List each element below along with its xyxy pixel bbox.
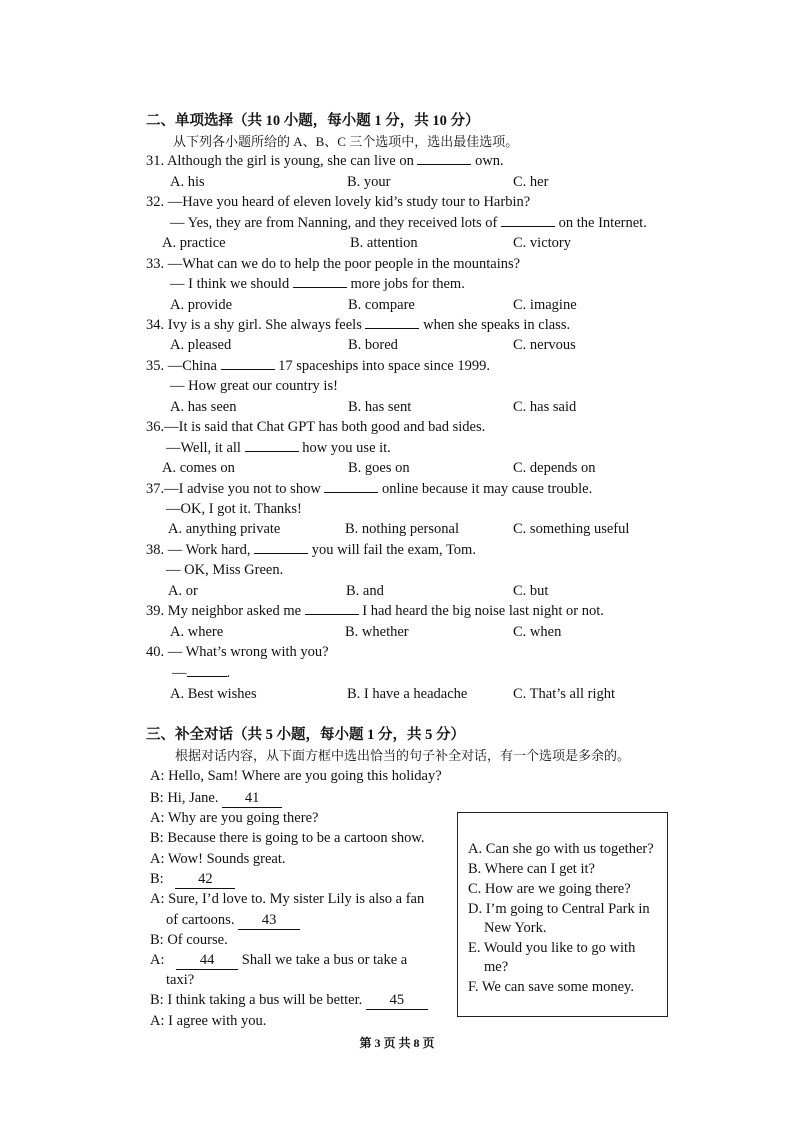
answer-blank bbox=[324, 480, 378, 493]
answer-blank bbox=[245, 439, 299, 452]
option-a: A. his bbox=[170, 174, 205, 190]
question-32-line2: — Yes, they are from Nanning, and they received lots of on the Internet. bbox=[170, 215, 647, 231]
blank-43: 43 bbox=[238, 911, 300, 930]
option-b: B. I have a headache bbox=[347, 686, 468, 702]
page-number: 第 3 页 共 8 页 bbox=[359, 1036, 435, 1050]
dialogue-line: B: Because there is going to be a cartoon show. bbox=[150, 830, 425, 846]
answer-blank bbox=[365, 316, 419, 329]
answer-blank bbox=[501, 214, 555, 227]
option-c: C. something useful bbox=[513, 521, 630, 537]
question-33: 33. —What can we do to help the poor people in the mountains? bbox=[146, 256, 521, 272]
option-a: A. pleased bbox=[170, 337, 232, 353]
blank-45: 45 bbox=[366, 991, 428, 1010]
question-38: 38. — Work hard, you will fail the exam, Tom. bbox=[146, 542, 476, 558]
blank-42: 42 bbox=[175, 870, 235, 889]
answer-blank bbox=[254, 541, 308, 554]
box-option-b: B. Where can I get it? bbox=[468, 861, 595, 877]
answer-blank bbox=[417, 152, 471, 165]
box-option-e: E. Would you like to go with bbox=[468, 940, 636, 956]
question-31: 31. Although the girl is young, she can live on own. bbox=[146, 153, 504, 169]
section2-instruction: 从下列各小题所给的 A、B、C 三个选项中，选出最佳选项。 bbox=[173, 134, 519, 149]
answer-blank bbox=[221, 357, 275, 370]
dialogue-line: A: Hello, Sam! Where are you going this holiday? bbox=[150, 768, 442, 784]
dialogue-line: B: Hi, Jane. 41 bbox=[150, 789, 282, 808]
question-35: 35. —China 17 spaceships into space since 1999. bbox=[146, 358, 490, 374]
section2-title: 二、单项选择（共 10 小题，每小题 1 分，共 10 分） bbox=[146, 113, 480, 129]
option-c: C. depends on bbox=[513, 460, 596, 476]
option-c: C. victory bbox=[513, 235, 571, 251]
dialogue-line: taxi? bbox=[166, 972, 195, 988]
answer-blank bbox=[293, 275, 347, 288]
option-c: C. That’s all right bbox=[513, 686, 616, 702]
box-option-d: D. I’m going to Central Park in bbox=[468, 901, 650, 917]
option-c: C. when bbox=[513, 624, 562, 640]
question-40-line2: — . bbox=[172, 665, 231, 681]
question-39: 39. My neighbor asked me I had heard the big noise last night or not. bbox=[146, 603, 604, 619]
option-b: B. bored bbox=[348, 337, 398, 353]
blank-44: 44 bbox=[176, 951, 238, 970]
answer-blank bbox=[187, 664, 227, 677]
dialogue-line: A: Why are you going there? bbox=[150, 810, 319, 826]
option-c: C. nervous bbox=[513, 337, 576, 353]
options-box bbox=[457, 812, 668, 1017]
option-b: B. attention bbox=[350, 235, 418, 251]
option-b: B. your bbox=[347, 174, 391, 190]
option-b: B. nothing personal bbox=[345, 521, 459, 537]
question-36: 36.—It is said that Chat GPT has both good and bad sides. bbox=[146, 419, 486, 435]
box-option-c: C. How are we going there? bbox=[468, 881, 631, 897]
option-c: C. imagine bbox=[513, 297, 577, 313]
box-option-d-cont: New York. bbox=[484, 920, 547, 936]
question-38-line2: — OK, Miss Green. bbox=[166, 562, 284, 578]
question-35-line2: — How great our country is! bbox=[170, 378, 338, 394]
answer-blank bbox=[305, 602, 359, 615]
option-a: A. Best wishes bbox=[170, 686, 257, 702]
option-a: A. has seen bbox=[170, 399, 237, 415]
section3-title: 三、补全对话（共 5 小题，每小题 1 分，共 5 分） bbox=[146, 727, 465, 743]
dialogue-line: of cartoons. 43 bbox=[166, 911, 300, 930]
question-32: 32. —Have you heard of eleven lovely kid’s study tour to Harbin? bbox=[146, 194, 531, 210]
option-c: C. has said bbox=[513, 399, 577, 415]
option-c: C. her bbox=[513, 174, 549, 190]
option-b: B. whether bbox=[345, 624, 409, 640]
question-34: 34. Ivy is a shy girl. She always feels when she speaks in class. bbox=[146, 317, 571, 333]
dialogue-line: B: Of course. bbox=[150, 932, 228, 948]
dialogue-line: A: I agree with you. bbox=[150, 1013, 267, 1029]
question-37: 37.—I advise you not to show online because it may cause trouble. bbox=[146, 481, 593, 497]
dialogue-line: B: 42 bbox=[150, 870, 235, 889]
dialogue-line: B: I think taking a bus will be better. 45 bbox=[150, 991, 428, 1010]
option-b: B. compare bbox=[348, 297, 415, 313]
box-option-a: A. Can she go with us together? bbox=[468, 841, 654, 857]
option-a: A. or bbox=[168, 583, 198, 599]
question-33-line2: — I think we should more jobs for them. bbox=[170, 276, 465, 292]
section3-instruction: 根据对话内容，从下面方框中选出恰当的句子补全对话，有一个选项是多余的。 bbox=[175, 748, 631, 763]
dialogue-line: A: Sure, I’d love to. My sister Lily is also a fan bbox=[150, 891, 425, 907]
option-b: B. goes on bbox=[348, 460, 410, 476]
option-b: B. has sent bbox=[348, 399, 412, 415]
box-option-e-cont: me? bbox=[484, 959, 509, 975]
option-b: B. and bbox=[346, 583, 384, 599]
option-a: A. anything private bbox=[168, 521, 281, 537]
option-a: A. practice bbox=[162, 235, 226, 251]
box-option-f: F. We can save some money. bbox=[468, 979, 634, 995]
option-a: A. comes on bbox=[162, 460, 235, 476]
question-40: 40. — What’s wrong with you? bbox=[146, 644, 329, 660]
dialogue-line: A: Wow! Sounds great. bbox=[150, 851, 286, 867]
option-a: A. provide bbox=[170, 297, 233, 313]
option-c: C. but bbox=[513, 583, 549, 599]
question-36-line2: —Well, it all how you use it. bbox=[166, 440, 391, 456]
blank-41: 41 bbox=[222, 789, 282, 808]
dialogue-line: A: 44 Shall we take a bus or take a bbox=[150, 952, 408, 968]
option-a: A. where bbox=[170, 624, 224, 640]
question-37-line2: —OK, I got it. Thanks! bbox=[166, 501, 302, 517]
